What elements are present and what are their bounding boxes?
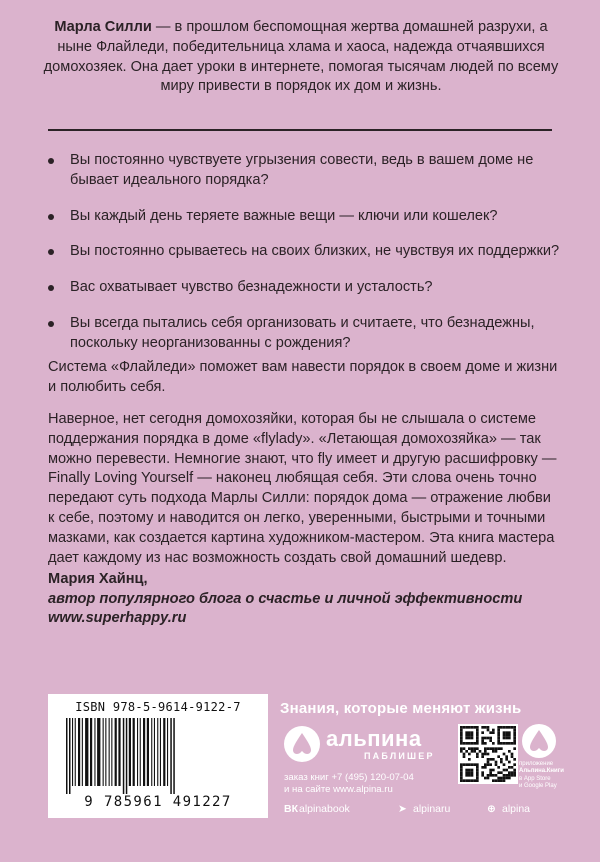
- list-item: Вы каждый день теряете важные вещи — ключи или кошелек?: [48, 207, 568, 227]
- list-item: Вас охватывает чувство безнадежности и усталость?: [48, 278, 568, 298]
- author-intro-text: — в прошлом беспомощная жертва домашней разрухи, а ныне Флайледи, победительница хлама и хаоса, надежда отчаявшихся домохозяек. Она дает уроки в интернете, помогая тысячам людей по всему миру привести в порядок их дом и жизнь.: [43, 19, 559, 95]
- telegram-icon: ➤: [398, 803, 407, 815]
- plus-icon: ⊕: [487, 803, 496, 815]
- author-name: Марла Силли: [54, 19, 152, 35]
- order-site: и на сайте www.alpina.ru: [284, 784, 393, 796]
- social-telegram: ➤ alpinaru: [398, 803, 451, 815]
- qr-code-icon: [458, 724, 518, 784]
- review-paragraph: Наверное, нет сегодня домохозяйки, которая бы не слышала о системе поддержания порядка в доме «flylady». «Летающая домохозяйка» — так можно перевести. Немногие знают, что fly имеет и другую расшифровку — Finally Loving Yourself — наконец любящая себя. Эти слова очень точно передают суть подхода Марлы Силли: порядок дома — отражение любви к себе, поэтому и наводится он легко, уверенными, быстрыми и точными мазками, как создается картина художником-мастером. Эта книга мастера дает каждому из нас возможность создать свой домашний шедевр.: [48, 411, 557, 566]
- list-item: Вы всегда пытались себя организовать и считаете, что безнадежны, поскольку неорганизованны с рождения?: [48, 314, 568, 354]
- barcode-digits: 9 785961 491227: [84, 794, 232, 810]
- divider-line: [48, 129, 552, 131]
- publisher-logo: [284, 726, 454, 768]
- app-logo-icon: [522, 724, 556, 758]
- publisher-name: альпина: [326, 726, 422, 751]
- bullet-icon: [48, 214, 54, 220]
- order-phone: заказ книг +7 (495) 120-07-04: [284, 772, 414, 783]
- isbn-text: ISBN 978-5-9614-9122-7: [75, 700, 241, 714]
- bullet-icon: [48, 249, 54, 255]
- social-alpina: ⊕ alpina: [487, 803, 531, 815]
- vk-icon: ВК: [284, 803, 298, 815]
- bullet-icon: [48, 158, 54, 164]
- publisher-slogan: Знания, которые меняют жизнь: [280, 700, 522, 717]
- reviewer-name: Мария Хайнц,: [48, 571, 148, 587]
- author-intro: [36, 18, 566, 97]
- social-vk: ВКalpinabook: [284, 803, 350, 815]
- system-paragraph: Система «Флайледи» поможет вам навести порядок в своем доме и жизни и полюбить себя.: [48, 359, 558, 395]
- alpina-logo-icon: [284, 726, 320, 762]
- question-list: [48, 151, 568, 354]
- app-info: приложение Альпина.Книги в App Store и Google Play: [519, 761, 564, 790]
- bullet-icon: [48, 321, 54, 327]
- reviewer-role: автор популярного блога о счастье и личной эффективности: [48, 590, 523, 607]
- publisher-subtitle: ПАБЛИШЕР: [364, 751, 435, 761]
- list-item: Вы постоянно срываетесь на своих близких, не чувствуя их поддержки?: [48, 242, 568, 262]
- barcode-panel: [48, 694, 268, 818]
- order-info: [284, 772, 414, 797]
- reviewer-site: www.superhappy.ru: [48, 610, 187, 627]
- bullet-icon: [48, 285, 54, 291]
- review-signature: [48, 570, 568, 629]
- list-item: Вы постоянно чувствуете угрызения совести, ведь в вашем доме не бывает идеального порядка?: [48, 151, 568, 191]
- barcode-icon: [62, 718, 254, 794]
